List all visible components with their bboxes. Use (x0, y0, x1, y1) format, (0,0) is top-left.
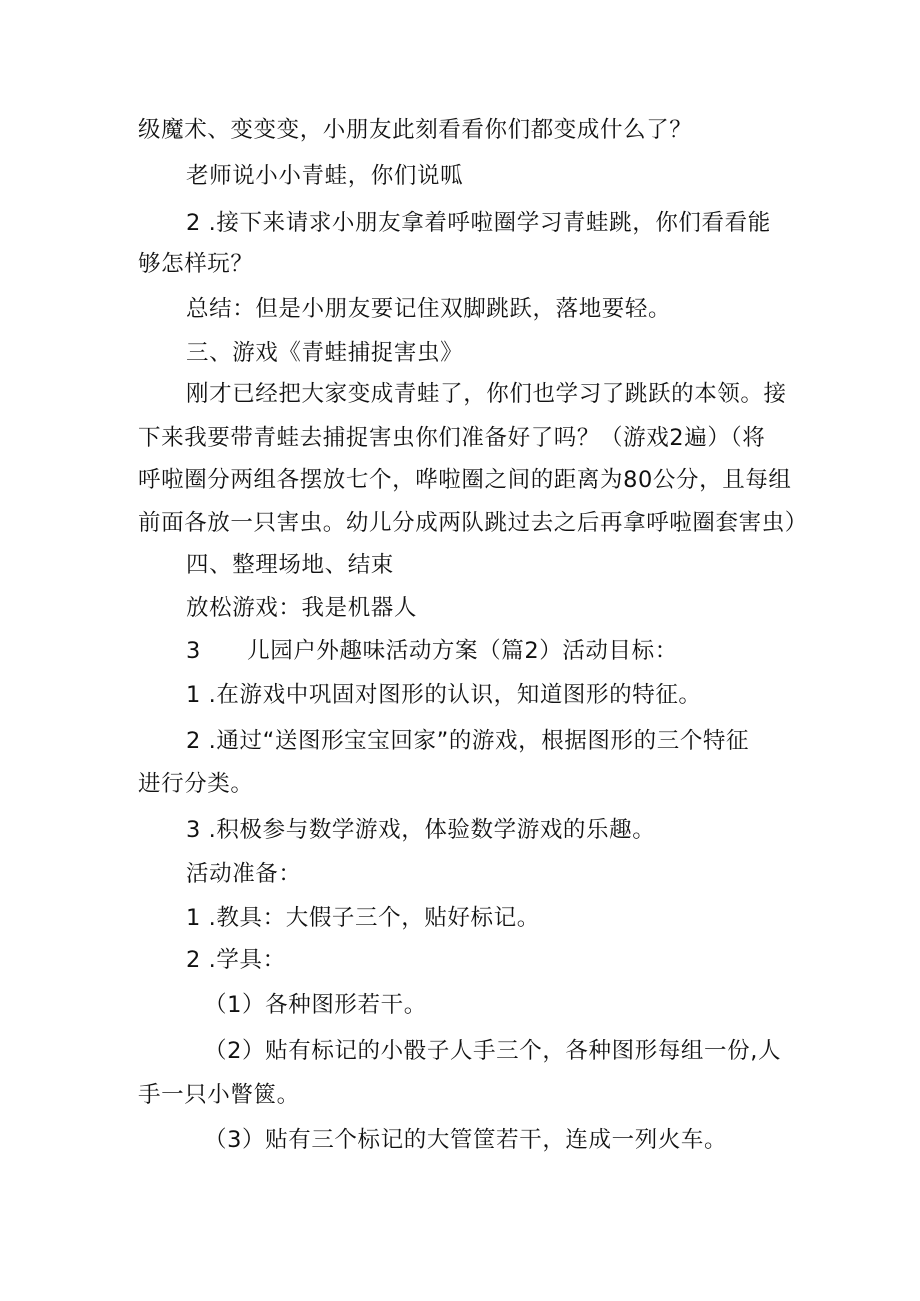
text-line: 够怎样玩？ (138, 251, 254, 277)
section-heading: 四、整理场地、结束 (186, 552, 394, 578)
text-line: 放松游戏：我是机器人 (186, 595, 418, 621)
text-line: 手一只小瞥篋。 (138, 1082, 300, 1108)
text-line: 2 .学具： (186, 947, 286, 973)
text-line: 前面各放一只害虫。幼儿分成两队跳过去之后再拿呼啦圈套害虫） (138, 510, 808, 536)
text-line: 老师说小小青蛙，你们说呱 (186, 163, 464, 189)
text-line: 下来我要带青蛙去捕捉害虫你们准备好了吗？（游戏2遍）（将 (138, 425, 766, 451)
text-line: 1 .教具：大假子三个，贴好标记。 (186, 905, 540, 931)
section-heading: 活动准备： (186, 861, 302, 887)
text-line: 总结：但是小朋友要记住双脚跳跃，落地要轻。 (186, 296, 672, 322)
text-line: （2）贴有标记的小骰子人手三个，各种图形每组一份,人 (204, 1038, 782, 1064)
text-line: 2 .通过“送图形宝宝回家”的游戏，根据图形的三个特征 (186, 728, 750, 754)
text-line: 级魔术、变变变，小朋友此刻看看你们都变成什么了？ (138, 117, 693, 143)
text-line: 1 .在游戏中巩固对图形的认识，知道图形的特征。 (186, 682, 702, 708)
text-line: 2 .接下来请求小朋友拿着呼啦圈学习青蛙跳，你们看看能 (186, 210, 771, 236)
text-line: （3）贴有三个标记的大管筐若干，连成一列火车。 (204, 1127, 728, 1153)
text-line: 进行分类。 (138, 771, 254, 797)
text-line: 刚才已经把大家变成青蛙了，你们也学习了跳跃的本领。接 (186, 381, 787, 407)
text-line: 呼啦圈分两组各摆放七个，哗啦圈之间的距离为80公分，且每组 (138, 467, 792, 493)
section-heading: 3 儿园户外趣味活动方案（篇2）活动目标： (186, 638, 678, 664)
section-heading: 三、游戏《青蛙捕捉害虫》 (186, 340, 464, 366)
text-line: 3 .积极参与数学游戏，体验数学游戏的乐趣。 (186, 817, 656, 843)
text-line: （1）各种图形若干。 (204, 992, 427, 1018)
